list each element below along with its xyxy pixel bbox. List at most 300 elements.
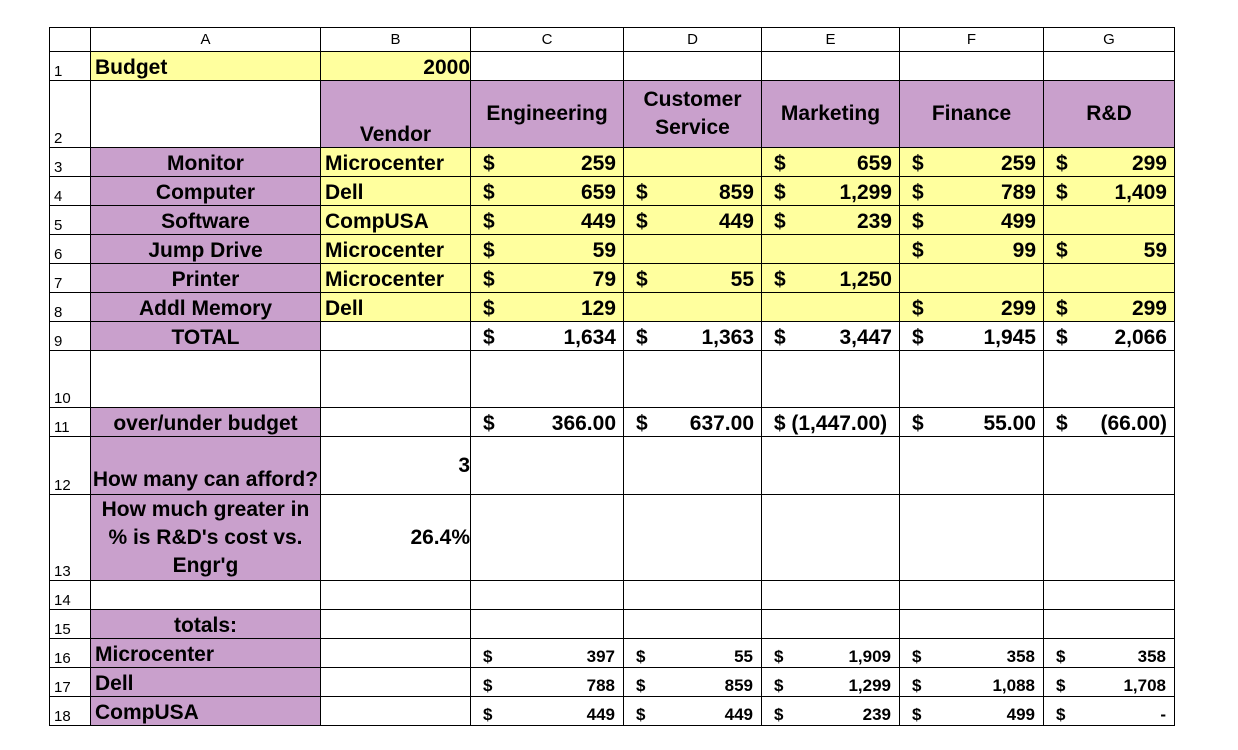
vendor-total-e[interactable] <box>762 697 900 726</box>
item-name[interactable]: Monitor <box>91 148 321 177</box>
cell[interactable] <box>91 581 321 610</box>
currency-symbol: $ <box>1056 181 1068 204</box>
amount: 637.00 <box>689 412 754 435</box>
item-name[interactable]: Software <box>91 206 321 235</box>
currency-symbol: $ <box>636 268 648 291</box>
cell[interactable] <box>91 81 321 148</box>
sheet-row-13 <box>50 495 1175 581</box>
row-header-15[interactable]: 15 <box>50 610 91 639</box>
empty-cost-e[interactable] <box>762 235 900 264</box>
cost-c[interactable] <box>471 235 624 264</box>
currency-symbol: $ <box>912 297 924 320</box>
money-value <box>471 152 623 176</box>
money-value <box>900 676 1043 696</box>
marketing-header[interactable]: Marketing <box>762 81 900 148</box>
spreadsheet-grid <box>49 27 1175 726</box>
amount: 2,066 <box>1114 326 1167 349</box>
sheet-row-15 <box>50 610 1175 639</box>
amount: 859 <box>724 676 753 695</box>
cost-d[interactable] <box>624 206 762 235</box>
amount: 1,409 <box>1114 181 1167 204</box>
currency-symbol: $ <box>483 239 495 262</box>
cost-f[interactable] <box>900 148 1044 177</box>
sheet-row-3 <box>50 148 1175 177</box>
item-name[interactable]: Jump Drive <box>91 235 321 264</box>
money-value <box>624 326 761 350</box>
row-header-14[interactable]: 14 <box>50 581 91 610</box>
sheet-row-16 <box>50 639 1175 668</box>
vendor-total-name[interactable]: CompUSA <box>91 697 321 726</box>
cell[interactable] <box>624 610 762 639</box>
cell[interactable] <box>91 351 321 408</box>
sheet-row-8 <box>50 293 1175 322</box>
column-header-g[interactable]: G <box>1044 28 1175 52</box>
row-header-9[interactable]: 9 <box>50 322 91 351</box>
currency-symbol: $ <box>1056 239 1068 262</box>
vendor-total-c[interactable] <box>471 639 624 668</box>
currency-symbol: $ <box>774 326 786 349</box>
over-under-f[interactable] <box>900 408 1044 437</box>
amount: 1,708 <box>1123 676 1166 695</box>
vendor-total-f[interactable] <box>900 639 1044 668</box>
rnd-header[interactable]: R&D <box>1044 81 1175 148</box>
currency-symbol: $ <box>912 676 922 695</box>
currency-symbol: $ <box>483 210 495 233</box>
sheet-row-4 <box>50 177 1175 206</box>
currency-symbol: $ <box>636 326 648 349</box>
amount: 1,299 <box>839 181 892 204</box>
vendor-total-f[interactable] <box>900 697 1044 726</box>
sheet-row-18 <box>50 697 1175 726</box>
cost-f[interactable] <box>900 206 1044 235</box>
item-vendor[interactable]: Microcenter <box>321 235 471 264</box>
empty-cost-d[interactable] <box>624 148 762 177</box>
empty-cost-e[interactable] <box>762 293 900 322</box>
currency-symbol: $ <box>483 412 495 435</box>
vendor-total-name[interactable]: Microcenter <box>91 639 321 668</box>
amount: 659 <box>856 152 892 175</box>
amount: 59 <box>1143 239 1167 262</box>
amount: (66.00) <box>1100 412 1167 435</box>
budget-value[interactable]: 2000 <box>321 52 471 81</box>
item-vendor[interactable]: Microcenter <box>321 148 471 177</box>
cost-g[interactable] <box>1044 177 1175 206</box>
over-under-c[interactable] <box>471 408 624 437</box>
money-value <box>624 268 761 292</box>
amount: 449 <box>586 705 615 724</box>
cost-e[interactable] <box>762 177 900 206</box>
currency-symbol: $ <box>912 210 924 233</box>
cell[interactable] <box>471 52 624 81</box>
total-g[interactable] <box>1044 322 1175 351</box>
cell[interactable] <box>321 668 471 697</box>
item-vendor[interactable]: Dell <box>321 293 471 322</box>
cell[interactable] <box>762 610 900 639</box>
amount: 55 <box>730 268 754 291</box>
money-value <box>900 210 1043 234</box>
row-header-13[interactable]: 13 <box>50 495 91 581</box>
column-header-d[interactable]: D <box>624 28 762 52</box>
vendor-total-f[interactable] <box>900 668 1044 697</box>
money-value <box>1044 412 1174 436</box>
sheet-row-14 <box>50 581 1175 610</box>
row-header-7[interactable]: 7 <box>50 264 91 293</box>
vendor-total-e[interactable] <box>762 668 900 697</box>
item-name[interactable]: Printer <box>91 264 321 293</box>
money-value <box>471 412 623 436</box>
row-header-3[interactable]: 3 <box>50 148 91 177</box>
cell[interactable] <box>900 437 1044 495</box>
money-value <box>1044 152 1174 176</box>
vendor-header[interactable]: Vendor <box>321 81 471 148</box>
total-f[interactable] <box>900 322 1044 351</box>
cost-d[interactable] <box>624 177 762 206</box>
row-header-12[interactable]: 12 <box>50 437 91 495</box>
currency-symbol: $ <box>1056 705 1066 724</box>
cell[interactable] <box>471 581 624 610</box>
cell[interactable] <box>321 697 471 726</box>
amount: 79 <box>592 268 616 291</box>
cell[interactable] <box>762 52 900 81</box>
cost-c[interactable] <box>471 148 624 177</box>
row-header-5[interactable]: 5 <box>50 206 91 235</box>
amount: 1,945 <box>983 326 1036 349</box>
amount: 499 <box>1006 705 1035 724</box>
amount: 259 <box>1000 152 1036 175</box>
item-vendor[interactable]: Dell <box>321 177 471 206</box>
cell[interactable] <box>471 610 624 639</box>
currency-symbol: $ <box>774 647 784 666</box>
total-c[interactable] <box>471 322 624 351</box>
total-label[interactable]: TOTAL <box>91 322 321 351</box>
sheet-row-6 <box>50 235 1175 264</box>
amount: 788 <box>586 676 615 695</box>
item-name[interactable]: Computer <box>91 177 321 206</box>
cell[interactable] <box>321 351 471 408</box>
cost-c[interactable] <box>471 177 624 206</box>
column-header-c[interactable]: C <box>471 28 624 52</box>
currency-symbol: $ <box>1056 412 1068 435</box>
currency-symbol: $ <box>912 239 924 262</box>
currency-symbol: $ <box>483 647 493 666</box>
money-value <box>1044 239 1174 263</box>
cell[interactable] <box>1044 495 1175 581</box>
cost-e[interactable] <box>762 148 900 177</box>
amount: 1,250 <box>839 268 892 291</box>
currency-symbol: $ <box>912 152 924 175</box>
vendor-total-d[interactable] <box>624 639 762 668</box>
over-under-g[interactable] <box>1044 408 1175 437</box>
amount: 449 <box>580 210 616 233</box>
cell[interactable] <box>762 581 900 610</box>
currency-symbol: $ <box>774 705 784 724</box>
currency-symbol: $ <box>774 268 786 291</box>
amount: 259 <box>580 152 616 175</box>
row-header-11[interactable]: 11 <box>50 408 91 437</box>
vendor-total-e[interactable] <box>762 639 900 668</box>
amount: 55.00 <box>983 412 1036 435</box>
amount: 1,363 <box>701 326 754 349</box>
amount: 449 <box>718 210 754 233</box>
money-value <box>624 705 761 725</box>
cost-e[interactable] <box>762 264 900 293</box>
afford-label[interactable]: How many can afford? <box>91 437 321 495</box>
currency-symbol: $ <box>774 152 786 175</box>
money-value <box>762 268 899 292</box>
sheet-row-11 <box>50 408 1175 437</box>
amount: 3,447 <box>839 326 892 349</box>
currency-symbol: $ <box>774 181 786 204</box>
cell[interactable] <box>900 581 1044 610</box>
money-value <box>471 181 623 205</box>
currency-symbol: $ <box>483 676 493 695</box>
cell[interactable] <box>624 495 762 581</box>
vendor-total-g[interactable] <box>1044 697 1175 726</box>
row-header-6[interactable]: 6 <box>50 235 91 264</box>
cost-g[interactable] <box>1044 293 1175 322</box>
currency-symbol: $ <box>636 705 646 724</box>
row-header-2[interactable]: 2 <box>50 81 91 148</box>
sheet-row-12 <box>50 437 1175 495</box>
vendor-total-name[interactable]: Dell <box>91 668 321 697</box>
amount: 299 <box>1000 297 1036 320</box>
money-value <box>762 326 899 350</box>
pct-value[interactable]: 26.4% <box>321 495 471 581</box>
money-value <box>1044 676 1174 696</box>
cell[interactable] <box>471 437 624 495</box>
cost-g[interactable] <box>1044 235 1175 264</box>
cell[interactable] <box>321 639 471 668</box>
cell[interactable] <box>321 322 471 351</box>
money-value <box>900 647 1043 667</box>
column-header-e[interactable]: E <box>762 28 900 52</box>
empty-cost-g[interactable] <box>1044 264 1175 293</box>
cell[interactable] <box>321 581 471 610</box>
currency-symbol: $ <box>483 705 493 724</box>
amount: 1,634 <box>563 326 616 349</box>
cell[interactable] <box>1044 437 1175 495</box>
cost-f[interactable] <box>900 235 1044 264</box>
money-value <box>471 326 623 350</box>
cell[interactable] <box>321 408 471 437</box>
currency-symbol: $ <box>1056 647 1066 666</box>
currency-symbol: $ <box>483 326 495 349</box>
row-header-17[interactable]: 17 <box>50 668 91 697</box>
empty-cost-d[interactable] <box>624 235 762 264</box>
row-header-18[interactable]: 18 <box>50 697 91 726</box>
amount: 358 <box>1006 647 1035 666</box>
row-header-4[interactable]: 4 <box>50 177 91 206</box>
amount: 859 <box>718 181 754 204</box>
row-header-1[interactable]: 1 <box>50 52 91 81</box>
pct-label[interactable]: How much greater in % is R&D's cost vs. Engr'g <box>91 495 321 581</box>
currency-symbol: $ <box>1056 676 1066 695</box>
cell[interactable] <box>471 495 624 581</box>
totals-label[interactable]: totals: <box>91 610 321 639</box>
currency-symbol: $ <box>483 297 495 320</box>
cost-c[interactable] <box>471 264 624 293</box>
column-header-row <box>50 28 1175 52</box>
cell[interactable] <box>900 351 1044 408</box>
amount: 499 <box>1000 210 1036 233</box>
amount: 239 <box>856 210 892 233</box>
engineering-header[interactable]: Engineering <box>471 81 624 148</box>
amount: 99 <box>1012 239 1036 262</box>
sheet-row-1 <box>50 52 1175 81</box>
money-value <box>762 152 899 176</box>
over-under-e[interactable]: $ (1,447.00) <box>762 408 900 437</box>
currency-symbol: $ <box>636 210 648 233</box>
money-value <box>1044 326 1174 350</box>
cell[interactable] <box>624 581 762 610</box>
empty-cost-f[interactable] <box>900 264 1044 293</box>
item-vendor[interactable]: CompUSA <box>321 206 471 235</box>
amount: 239 <box>862 705 891 724</box>
amount: 659 <box>580 181 616 204</box>
column-header-b[interactable]: B <box>321 28 471 52</box>
money-value <box>471 268 623 292</box>
money-value <box>1044 705 1174 725</box>
money-value <box>471 239 623 263</box>
amount: 366.00 <box>551 412 616 435</box>
cell[interactable] <box>321 610 471 639</box>
currency-symbol: $ <box>636 412 648 435</box>
cell[interactable] <box>762 495 900 581</box>
cell[interactable] <box>762 437 900 495</box>
money-value <box>624 181 761 205</box>
amount: 1,088 <box>992 676 1035 695</box>
cost-f[interactable] <box>900 293 1044 322</box>
sheet-row-7 <box>50 264 1175 293</box>
amount: 1,299 <box>848 676 891 695</box>
over-under-label[interactable]: over/under budget <box>91 408 321 437</box>
money-value <box>900 326 1043 350</box>
currency-symbol: $ <box>912 412 924 435</box>
currency-symbol: $ <box>483 152 495 175</box>
sheet-row-9 <box>50 322 1175 351</box>
cost-e[interactable] <box>762 206 900 235</box>
item-name[interactable]: Addl Memory <box>91 293 321 322</box>
vendor-total-c[interactable] <box>471 668 624 697</box>
vendor-total-d[interactable] <box>624 697 762 726</box>
amount: 299 <box>1131 152 1167 175</box>
cell[interactable] <box>1044 52 1175 81</box>
currency-symbol: $ <box>636 181 648 204</box>
cell[interactable] <box>1044 351 1175 408</box>
money-value <box>762 676 899 696</box>
row-header-16[interactable]: 16 <box>50 639 91 668</box>
empty-cost-d[interactable] <box>624 293 762 322</box>
sheet-row-5 <box>50 206 1175 235</box>
row-header-8[interactable]: 8 <box>50 293 91 322</box>
cost-c[interactable] <box>471 293 624 322</box>
sheet-row-2 <box>50 81 1175 148</box>
amount: 449 <box>724 705 753 724</box>
money-value <box>1044 647 1174 667</box>
afford-value[interactable]: 3 <box>321 437 471 495</box>
money-value <box>1044 297 1174 321</box>
customer-service-header[interactable]: Customer Service <box>624 81 762 148</box>
cell[interactable] <box>1044 581 1175 610</box>
currency-symbol: $ <box>912 705 922 724</box>
cell[interactable] <box>900 52 1044 81</box>
money-value <box>471 297 623 321</box>
money-value <box>624 647 761 667</box>
cost-d[interactable] <box>624 264 762 293</box>
currency-symbol: $ <box>912 326 924 349</box>
total-d[interactable] <box>624 322 762 351</box>
cost-g[interactable] <box>1044 148 1175 177</box>
cell[interactable] <box>900 610 1044 639</box>
cost-c[interactable] <box>471 206 624 235</box>
money-value <box>762 210 899 234</box>
row-header-10[interactable]: 10 <box>50 351 91 408</box>
cell[interactable] <box>762 351 900 408</box>
amount: 1,909 <box>848 647 891 666</box>
currency-symbol: $ <box>1056 152 1068 175</box>
money-value <box>624 412 761 436</box>
total-e[interactable] <box>762 322 900 351</box>
money-value <box>900 181 1043 205</box>
amount: 358 <box>1137 647 1166 666</box>
money-value <box>900 297 1043 321</box>
currency-symbol: $ <box>774 210 786 233</box>
money-value <box>900 705 1043 725</box>
budget-label[interactable]: Budget <box>91 52 321 81</box>
money-value <box>624 210 761 234</box>
item-vendor[interactable]: Microcenter <box>321 264 471 293</box>
money-value <box>624 676 761 696</box>
sheet-row-10 <box>50 351 1175 408</box>
vendor-total-c[interactable] <box>471 697 624 726</box>
currency-symbol: $ <box>636 647 646 666</box>
cell[interactable] <box>900 495 1044 581</box>
money-value <box>471 676 623 696</box>
amount: 299 <box>1131 297 1167 320</box>
cell[interactable] <box>624 437 762 495</box>
currency-symbol: $ <box>774 676 784 695</box>
column-header-f[interactable]: F <box>900 28 1044 52</box>
currency-symbol: $ <box>912 181 924 204</box>
money-value <box>471 210 623 234</box>
cell[interactable] <box>624 351 762 408</box>
corner-cell[interactable] <box>50 28 91 52</box>
amount: 129 <box>580 297 616 320</box>
cell[interactable] <box>624 52 762 81</box>
cost-f[interactable] <box>900 177 1044 206</box>
currency-symbol: $ <box>1056 326 1068 349</box>
column-header-a[interactable]: A <box>91 28 321 52</box>
over-under-d[interactable] <box>624 408 762 437</box>
finance-header[interactable]: Finance <box>900 81 1044 148</box>
cell[interactable] <box>1044 610 1175 639</box>
money-value <box>1044 181 1174 205</box>
currency-symbol: $ <box>483 181 495 204</box>
money-value <box>900 239 1043 263</box>
money-value <box>762 705 899 725</box>
amount: - <box>1160 705 1166 724</box>
currency-symbol: $ <box>636 676 646 695</box>
vendor-total-g[interactable] <box>1044 668 1175 697</box>
vendor-total-g[interactable] <box>1044 639 1175 668</box>
empty-cost-g[interactable] <box>1044 206 1175 235</box>
cell[interactable] <box>471 351 624 408</box>
money-value <box>900 152 1043 176</box>
sheet-row-17 <box>50 668 1175 697</box>
amount: 59 <box>592 239 616 262</box>
money-value <box>762 647 899 667</box>
vendor-total-d[interactable] <box>624 668 762 697</box>
